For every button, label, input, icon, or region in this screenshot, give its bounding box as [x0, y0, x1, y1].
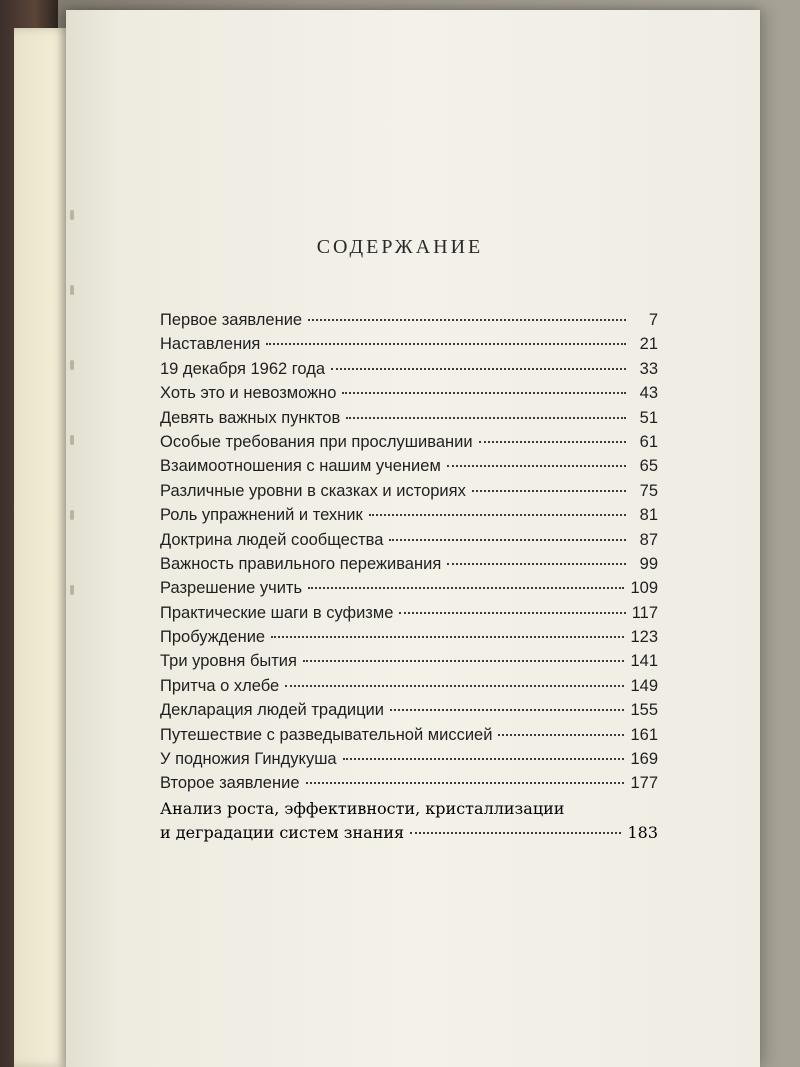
toc-entry-page: 183	[627, 822, 658, 842]
toc-entry-page: 149	[630, 676, 658, 695]
toc-entry	[160, 360, 658, 384]
toc-entry	[160, 384, 658, 408]
toc-entry	[160, 652, 658, 676]
toc-entry-page: 177	[630, 774, 658, 793]
toc-entry-page: 81	[639, 506, 658, 525]
toc-entry-page: 65	[639, 457, 658, 476]
toc-entry-title: Важность правильного переживания	[160, 554, 442, 573]
dot-leader	[346, 417, 626, 419]
dot-leader	[331, 368, 626, 370]
dot-leader	[266, 343, 626, 345]
toc-entry	[160, 628, 658, 652]
table-of-contents	[160, 311, 658, 847]
toc-entry-title: Особые требования при прослушивании	[160, 432, 473, 451]
toc-entry	[160, 750, 658, 774]
toc-entry	[160, 433, 658, 457]
toc-entry-title: Доктрина людей сообщества	[160, 530, 384, 549]
dot-leader	[447, 465, 626, 467]
toc-entry-title: Наставления	[160, 335, 261, 354]
toc-entry	[160, 457, 658, 481]
toc-entry	[160, 677, 658, 701]
toc-entry-page: 75	[639, 481, 658, 500]
toc-entry	[160, 409, 658, 433]
toc-entry-page: 99	[639, 554, 658, 573]
toc-entry-page: 141	[630, 652, 658, 671]
toc-entry	[160, 555, 658, 579]
dot-leader	[390, 709, 624, 711]
toc-entry	[160, 335, 658, 359]
toc-entry-page: 117	[631, 603, 658, 622]
toc-entry-title: Девять важных пунктов	[160, 408, 341, 427]
toc-entry	[160, 604, 658, 628]
toc-entry	[160, 799, 658, 847]
binding-stitch	[70, 435, 74, 445]
dot-leader	[308, 319, 626, 321]
dot-leader	[410, 832, 621, 834]
toc-entry-title: Анализ роста, эффективности, кристаллизации	[160, 798, 565, 818]
binding-stitch	[70, 285, 74, 295]
toc-entry-page: 61	[639, 432, 658, 451]
toc-entry	[160, 531, 658, 555]
toc-entry-title: Пробуждение	[160, 628, 266, 647]
binding-stitch	[70, 510, 74, 520]
dot-leader	[306, 782, 625, 784]
dot-leader	[399, 612, 625, 614]
binding-stitch	[70, 585, 74, 595]
toc-entry	[160, 579, 658, 603]
dot-leader	[343, 758, 625, 760]
toc-entry-title: Различные уровни в сказках и историях	[160, 481, 466, 500]
toc-entry	[160, 774, 658, 798]
dot-leader	[308, 587, 624, 589]
toc-entry-page: 33	[639, 359, 658, 378]
toc-heading: СОДЕРЖАНИЕ	[316, 236, 484, 258]
toc-entry	[160, 701, 658, 725]
toc-entry-title: Притча о хлебе	[160, 676, 280, 695]
toc-entry-page: 123	[630, 628, 658, 647]
toc-entry-title-continued: и деградации систем знания	[160, 822, 405, 842]
toc-entry-title: Хоть это и невозможно	[160, 384, 337, 403]
dot-leader	[472, 490, 626, 492]
toc-entry-page: 21	[639, 335, 658, 354]
toc-entry-page: 109	[630, 579, 658, 598]
toc-entry-page: 7	[648, 311, 658, 329]
toc-entry-title: 19 декабря 1962 года	[160, 359, 326, 378]
dot-leader	[342, 392, 626, 394]
dot-leader	[479, 441, 626, 443]
toc-entry-page: 161	[630, 725, 658, 744]
toc-entry-title: Первое заявление	[160, 311, 303, 329]
toc-entry-page: 169	[630, 750, 658, 769]
toc-entry	[160, 726, 658, 750]
dot-leader	[285, 685, 624, 687]
toc-entry-page: 51	[639, 408, 658, 427]
toc-entry-page: 43	[639, 384, 658, 403]
toc-entry-title: Второе заявление	[160, 774, 300, 793]
toc-entry-title: Практические шаги в суфизме	[160, 603, 394, 622]
toc-entry-title: Роль упражнений и техник	[160, 506, 363, 525]
dot-leader	[271, 636, 624, 638]
toc-entry-title: Взаимоотношения с нашим учением	[160, 457, 441, 476]
binding-stitch	[70, 210, 74, 220]
toc-entry-title: Путешествие с разведывательной миссией	[160, 725, 493, 744]
toc-entry-title: Декларация людей традиции	[160, 701, 384, 720]
dot-leader	[498, 734, 624, 736]
dot-leader	[447, 563, 626, 565]
toc-entry	[160, 311, 658, 335]
toc-entry-title: Разрешение учить	[160, 579, 303, 598]
toc-entry-page: 87	[639, 530, 658, 549]
dot-leader	[303, 660, 625, 662]
binding-stitch	[70, 360, 74, 370]
toc-entry	[160, 506, 658, 530]
toc-entry-title: У подножия Гиндукуша	[160, 750, 337, 769]
toc-entry	[160, 482, 658, 506]
dot-leader	[389, 539, 626, 541]
toc-entry-page: 155	[630, 701, 658, 720]
toc-entry-title: Три уровня бытия	[160, 652, 297, 671]
dot-leader	[369, 514, 626, 516]
